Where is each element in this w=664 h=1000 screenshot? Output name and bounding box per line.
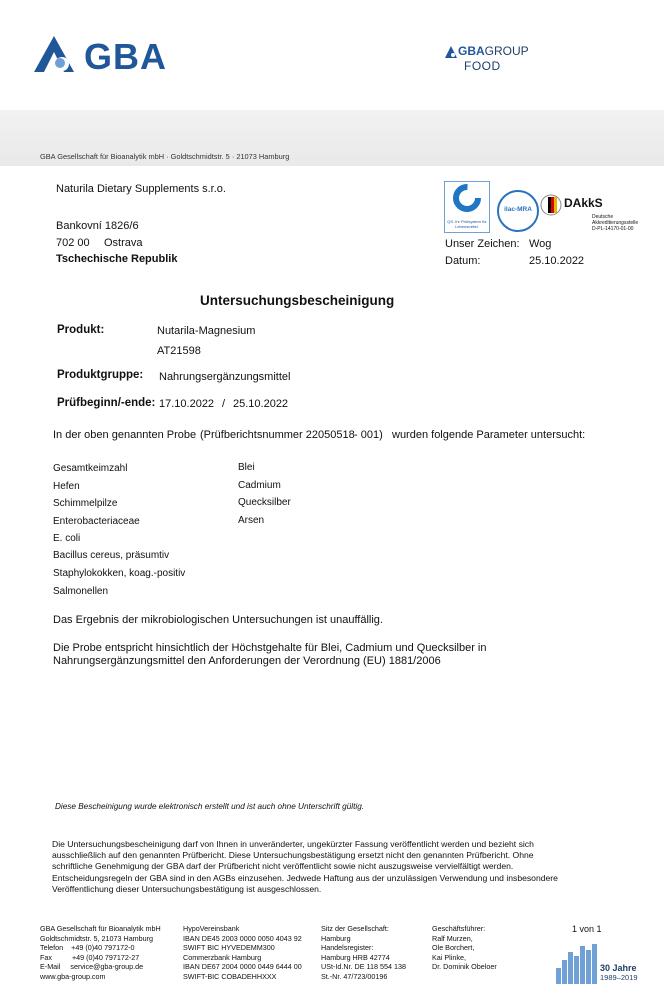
footer-line: SWIFT BIC HYVEDEMM300 <box>183 943 275 953</box>
footer-line: Sitz der Gesellschaft: <box>321 924 389 933</box>
footer-line: Hamburg HRB 42774 <box>321 952 390 962</box>
gba-group-food: FOOD <box>464 59 501 73</box>
param-left-item: Staphylokokken, koag.-positiv <box>53 568 186 579</box>
dakks-title: DAkkS <box>564 196 603 210</box>
param-left-item: Bacillus cereus, präsumtiv <box>53 550 170 561</box>
param-left-item: E. coli <box>53 533 81 544</box>
gba-group-rest: GROUP <box>484 44 529 58</box>
gba-group-title <box>458 44 529 58</box>
footer-line: Commerzbank Hamburg <box>183 952 262 962</box>
dakks-mark-icon <box>540 192 562 218</box>
footer-line: Kai Plinke, <box>432 952 466 962</box>
footer-company <box>40 924 161 982</box>
dakks-logo <box>540 190 640 236</box>
result-metals-line2: Nahrungsergänzungsmittel den Anforderungen der Verordnung (EU) 1881/2006 <box>53 655 441 667</box>
footer-line: Handelsregister: <box>321 943 374 953</box>
produkt-label: Produkt: <box>57 324 105 336</box>
footer-bank <box>183 924 302 982</box>
param-left-item: Enterobacteriaceae <box>53 516 140 527</box>
disclaimer-line: Die Untersuchungsbescheinigung darf von Ihnen in unveränderter, ungekürzter Fassung veröffentlicht werden und bezieht sich <box>52 839 534 849</box>
footer-line: USt-Id.Nr. DE 118 554 138 <box>321 962 406 972</box>
gba-logo <box>32 34 82 74</box>
footer-registry <box>321 924 406 982</box>
pruefbeginn-end: 25.10.2022 <box>233 398 289 410</box>
gba-logo-text: GBA <box>84 36 167 77</box>
anniversary-years: 1989–2019 <box>600 973 638 982</box>
zeichen-value: Wog <box>529 238 552 250</box>
footer-line: HypoVereinsbank <box>183 924 240 933</box>
footer-line: GBA Gesellschaft für Bioanalytik mbH <box>40 924 161 933</box>
disclaimer-line: Entscheidungsregeln der GBA sind in den AGBs einzusehen. Jedwede Haftung aus der unzulässigen Verwendung und insbesondere <box>52 872 558 883</box>
param-left-item: Gesamtkeimzahl <box>53 463 128 474</box>
intro-part1: In der oben genannten Probe <box>53 429 197 441</box>
footer-line: Fax +49 (0)40 797172-27 <box>40 952 140 962</box>
gba-group-bold: GBA <box>458 44 485 58</box>
pruefbeginn-start: 17.10.2022 <box>159 398 215 410</box>
footer-line: SWIFT-BIC COBADEHHXXX <box>183 971 277 981</box>
page-number: 1 von 1 <box>572 924 602 934</box>
param-right-item: Arsen <box>238 515 265 526</box>
param-right-item: Quecksilber <box>238 497 291 508</box>
qs-text: QS. Ihr Prüfsystem für Lebensmittel. <box>447 219 487 229</box>
anniversary-logo-icon <box>556 942 598 989</box>
footer-line: Geschäftsführer: <box>432 924 486 933</box>
anniversary-title: 30 Jahre <box>600 963 637 973</box>
footer-management <box>432 924 497 972</box>
ilac-text: ilac-MRA <box>504 206 532 213</box>
produktgruppe-label: Produktgruppe: <box>57 369 144 381</box>
datum-value: 25.10.2022 <box>529 255 585 267</box>
intro-part3: - 001) <box>354 429 383 441</box>
recipient-country: Tschechische Republik <box>56 253 178 265</box>
dakks-sub1: Deutsche <box>592 214 614 220</box>
param-right-item: Blei <box>238 462 255 473</box>
footer-line: St.-Nr. 47/723/00196 <box>321 971 388 981</box>
disclaimer <box>52 839 627 895</box>
recipient-city: Ostrava <box>104 237 143 249</box>
footer-line: Ole Borchert, <box>432 943 475 953</box>
param-left-item: Salmonellen <box>53 586 109 597</box>
result-micro: Das Ergebnis der mikrobiologischen Untersuchungen ist unauffällig. <box>53 614 383 626</box>
param-right-item: Cadmium <box>238 480 281 491</box>
param-left-item: Schimmelpilze <box>53 498 118 509</box>
footer-line: E-Mail service@gba-group.de <box>40 962 144 972</box>
footer-line: Goldtschmidtstr. 5, 21073 Hamburg <box>40 933 154 943</box>
gba-logo-mark-icon <box>32 34 82 74</box>
footer-line: Telefon +49 (0)40 797172-0 <box>40 943 135 953</box>
ilac-logo <box>497 190 539 232</box>
footer-line: IBAN DE67 2004 0000 0449 6444 00 <box>183 962 302 972</box>
produkt-value: Nutarila-Magnesium <box>157 325 256 337</box>
footer-line: www.gba-group.com <box>40 971 106 981</box>
sender-line: GBA Gesellschaft für Bioanalytik mbH · Goldtschmidtstr. 5 · 21073 Hamburg <box>40 152 290 161</box>
recipient-street: Bankovní 1826/6 <box>56 220 139 232</box>
result-metals-line1: Die Probe entspricht hinsichtlich der Höchstgehalte für Blei, Cadmium und Quecksilber in <box>53 642 487 654</box>
zeichen-label: Unser Zeichen: <box>445 238 520 250</box>
recipient-zip: 702 00 <box>56 237 90 249</box>
param-left-item: Hefen <box>53 481 80 492</box>
document-title: Untersuchungsbescheinigung <box>200 293 395 308</box>
produktgruppe-value: Nahrungsergänzungsmittel <box>159 371 291 383</box>
recipient-company: Naturila Dietary Supplements s.r.o. <box>56 183 226 195</box>
intro-part2: (Prüfberichtsnummer 22050518 <box>200 429 355 441</box>
pruefbeginn-sep: / <box>222 398 226 410</box>
datum-label: Datum: <box>445 255 481 267</box>
footer-line: Dr. Dominik Obeloer <box>432 962 497 972</box>
gba-group-icon <box>445 45 457 63</box>
pruefbeginn-label: Prüfbeginn/-ende: <box>57 397 156 409</box>
footer-line: Hamburg <box>321 933 351 943</box>
produkt-code: AT21598 <box>157 345 201 357</box>
qs-logo <box>444 181 490 233</box>
footer-line: Ralf Murzen, <box>432 933 473 943</box>
disclaimer-line: Veröffentlichung dieser Untersuchungsbestätigung ist ausgeschlossen. <box>52 883 322 894</box>
dakks-sub3: D-PL-14170-01-00 <box>592 226 634 232</box>
electronic-note: Diese Bescheinigung wurde elektronisch erstellt und ist auch ohne Unterschrift gültig. <box>55 802 365 811</box>
disclaimer-line: ausschließlich auf den genannten Prüfbericht. Diese Untersuchungsbestätigung ersetzt nicht den genannten Prüfbericht. Ohne <box>52 850 534 861</box>
intro-part4: wurden folgende Parameter untersucht: <box>392 429 586 441</box>
disclaimer-line: schriftliche Genehmigung der GBA darf der Prüfbericht nicht veröffentlicht sowie nicht auszugsweise vervielfältigt werden. <box>52 861 514 872</box>
qs-mark-icon <box>445 182 489 214</box>
dakks-sub2: Akkreditierungsstelle <box>592 220 639 226</box>
footer-line: IBAN DE45 2003 0000 0050 4043 92 <box>183 933 302 943</box>
